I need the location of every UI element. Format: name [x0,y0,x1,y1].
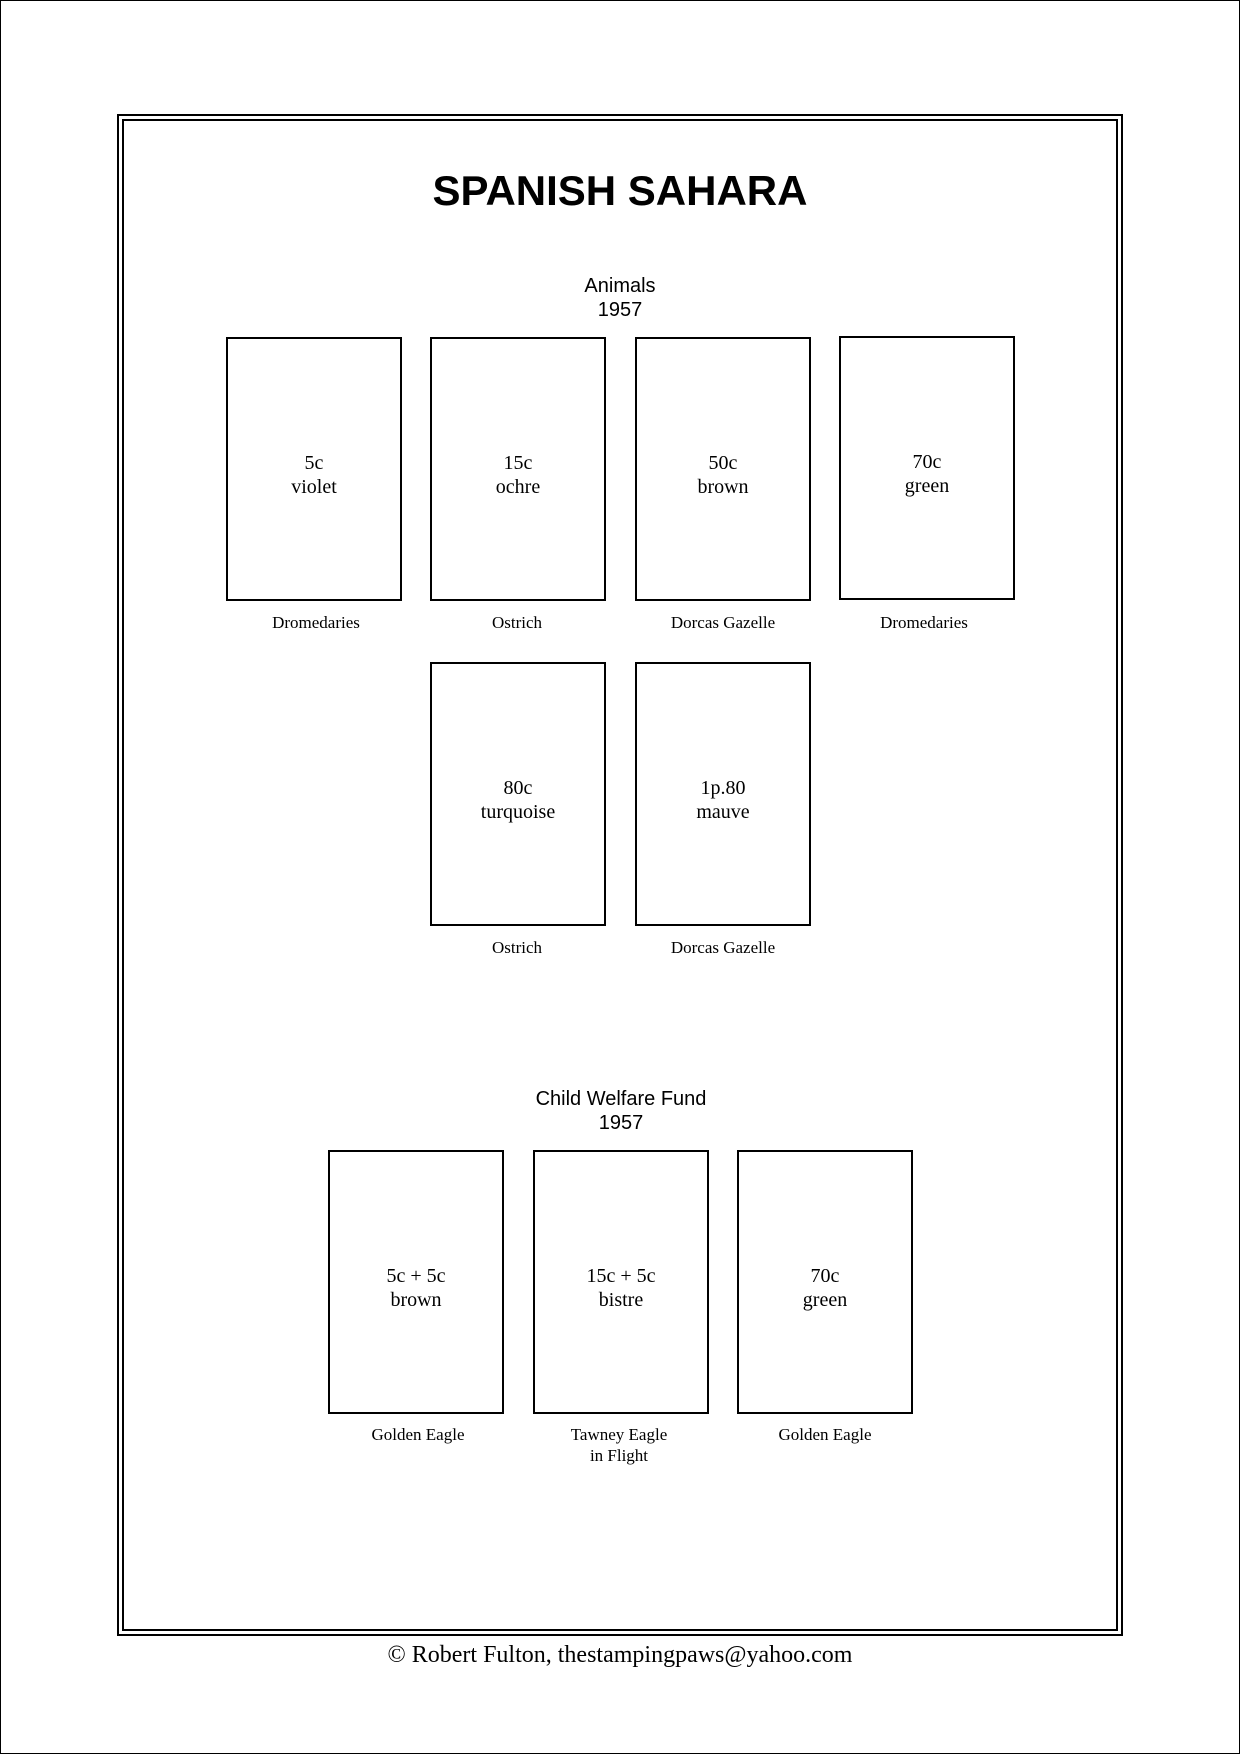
section-heading-animals [420,274,820,322]
section-title: Child Welfare Fund [535,1088,707,1110]
stamp-caption: Dorcas Gazelle [670,938,776,957]
stamp-space [635,662,811,926]
stamp-caption: Ostrich [491,938,543,957]
stamp-space [635,337,811,601]
stamp-space [533,1150,709,1414]
stamp-color: green [802,1289,848,1311]
stamp-color: ochre [495,476,541,498]
stamp-color: green [904,475,950,497]
stamp-color: bistre [598,1289,644,1311]
stamp-space [430,662,606,926]
stamp-denomination: 70c [810,1265,840,1287]
stamp-caption: Tawney Eagle in Flight [570,1425,668,1465]
stamp-color: brown [697,476,749,498]
stamp-denomination: 15c + 5c [586,1265,656,1287]
stamp-space [839,336,1015,600]
stamp-color: violet [291,476,337,498]
stamp-denomination: 70c [912,451,942,473]
stamp-space [226,337,402,601]
stamp-caption: Dromedaries [880,613,968,632]
stamp-color: brown [390,1289,442,1311]
stamp-denomination: 1p.80 [700,777,746,799]
stamp-denomination: 15c [503,452,533,474]
stamp-space [737,1150,913,1414]
stamp-denomination: 5c [304,452,324,474]
section-heading-child-welfare-fund [421,1087,821,1135]
stamp-caption: Dromedaries [272,613,360,632]
section-year: 1957 [598,1112,644,1134]
stamp-color: turquoise [480,801,556,823]
stamp-caption: Ostrich [491,613,543,632]
stamp-caption: Golden Eagle [371,1425,465,1444]
stamp-space [430,337,606,601]
copyright-footer: © Robert Fulton, thestampingpaws@yahoo.com [387,1642,853,1668]
stamp-space [328,1150,504,1414]
section-title: Animals [584,275,656,297]
stamp-denomination: 50c [708,452,738,474]
section-year: 1957 [597,299,643,321]
stamp-denomination: 80c [503,777,533,799]
stamp-caption: Golden Eagle [778,1425,872,1444]
page-title: SPANISH SAHARA [432,167,808,214]
stamp-caption: Dorcas Gazelle [670,613,776,632]
stamp-denomination: 5c + 5c [386,1265,446,1287]
stamp-color: mauve [696,801,750,823]
